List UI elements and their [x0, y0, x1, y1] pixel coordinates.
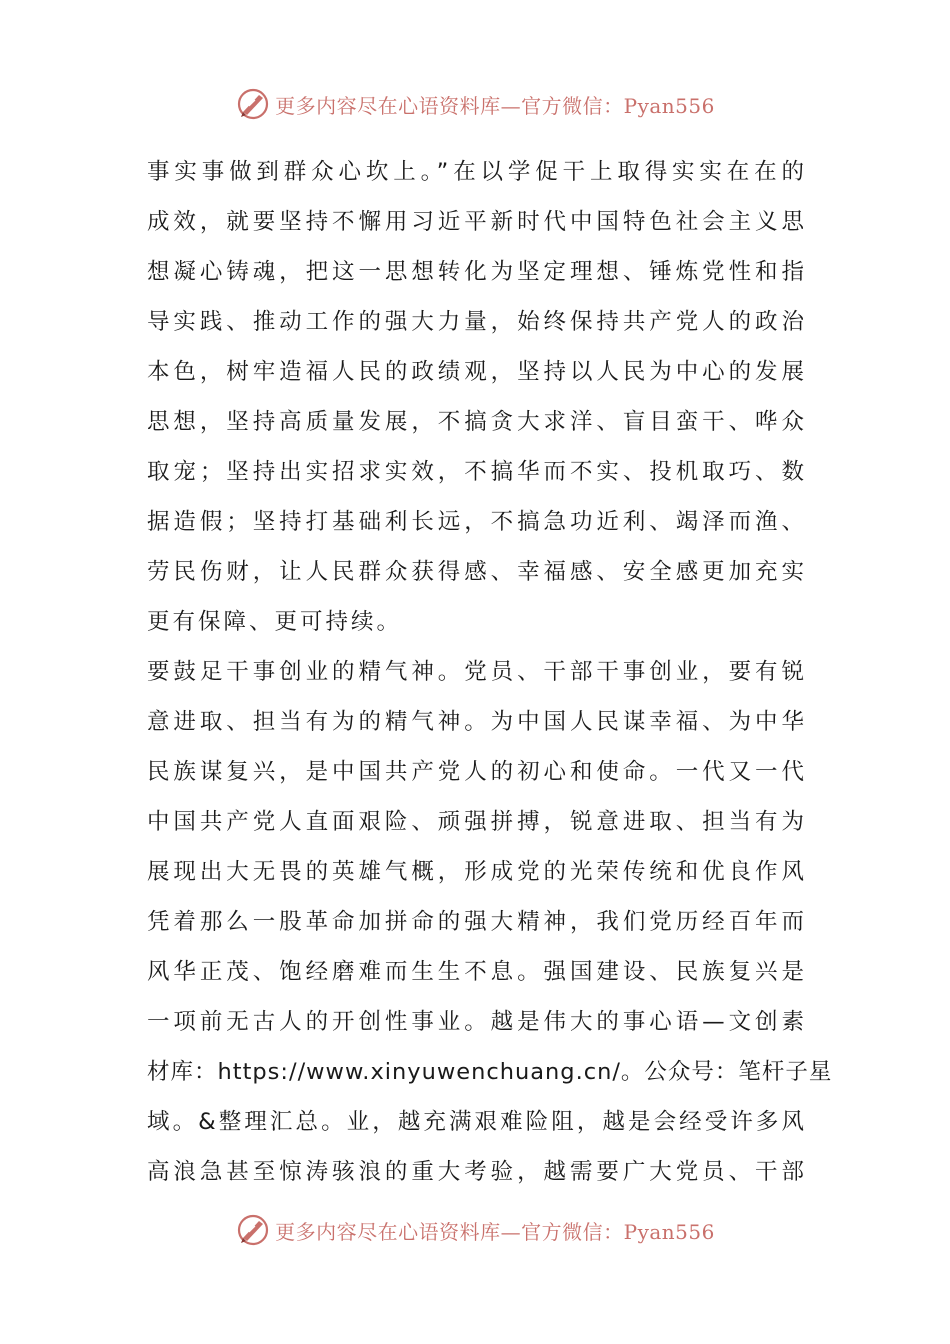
text-line: 要鼓足干事创业的精气神。党员、干部干事创业，要有锐: [147, 659, 807, 685]
text-line: 导实践、推动工作的强大力量，始终保持共产党人的政治: [147, 309, 807, 335]
watermark-text: 更多内容尽在心语资料库—官方微信：Pyan556: [275, 1219, 715, 1244]
watermark-text: 更多内容尽在心语资料库—官方微信：Pyan556: [275, 93, 715, 118]
text-line: 更有保障、更可持续。: [147, 609, 403, 635]
footer-watermark: [0, 1210, 950, 1250]
text-line: 民族谋复兴，是中国共产党人的初心和使命。一代又一代: [147, 759, 807, 785]
text-line: 中国共产党人直面艰险、顽强拼搏，锐意进取、担当有为: [147, 809, 807, 835]
text-line: 域。&整理汇总。业，越充满艰难险阻，越是会经受许多风: [147, 1109, 807, 1135]
document-body: [147, 147, 833, 1197]
text-line: 取宠；坚持出实招求实效，不搞华而不实、投机取巧、数: [147, 459, 807, 485]
text-line: 凭着那么一股革命加拼命的强大精神，我们党历经百年而: [147, 909, 807, 935]
text-line: 劳民伤财，让人民群众获得感、幸福感、安全感更加充实: [147, 559, 807, 585]
text-line: 材库：https://www.xinyuwenchuang.cn/。公众号：笔杆子星: [147, 1059, 833, 1085]
text-line: 高浪急甚至惊涛骇浪的重大考验，越需要广大党员、干部: [147, 1159, 807, 1185]
text-line: 意进取、担当有为的精气神。为中国人民谋幸福、为中华: [147, 709, 807, 735]
text-line: 思想，坚持高质量发展，不搞贪大求洋、盲目蛮干、哗众: [147, 409, 807, 435]
header-watermark: [0, 84, 950, 124]
text-line: 本色，树牢造福人民的政绩观，坚持以人民为中心的发展: [147, 359, 807, 385]
pen-logo-icon: [235, 1212, 271, 1248]
text-line: 风华正茂、饱经磨难而生生不息。强国建设、民族复兴是: [147, 959, 807, 985]
pen-logo-icon: [235, 86, 271, 122]
text-line: 事实事做到群众心坎上。”在以学促干上取得实实在在的: [147, 159, 807, 185]
text-line: 据造假；坚持打基础利长远，不搞急功近利、竭泽而渔、: [147, 509, 807, 535]
text-line: 一项前无古人的开创性事业。越是伟大的事心语—文创素: [147, 1009, 807, 1035]
text-line: 展现出大无畏的英雄气概，形成党的光荣传统和优良作风: [147, 859, 807, 885]
text-line: 想凝心铸魂，把这一思想转化为坚定理想、锤炼党性和指: [147, 259, 807, 285]
text-line: 成效，就要坚持不懈用习近平新时代中国特色社会主义思: [147, 209, 807, 235]
